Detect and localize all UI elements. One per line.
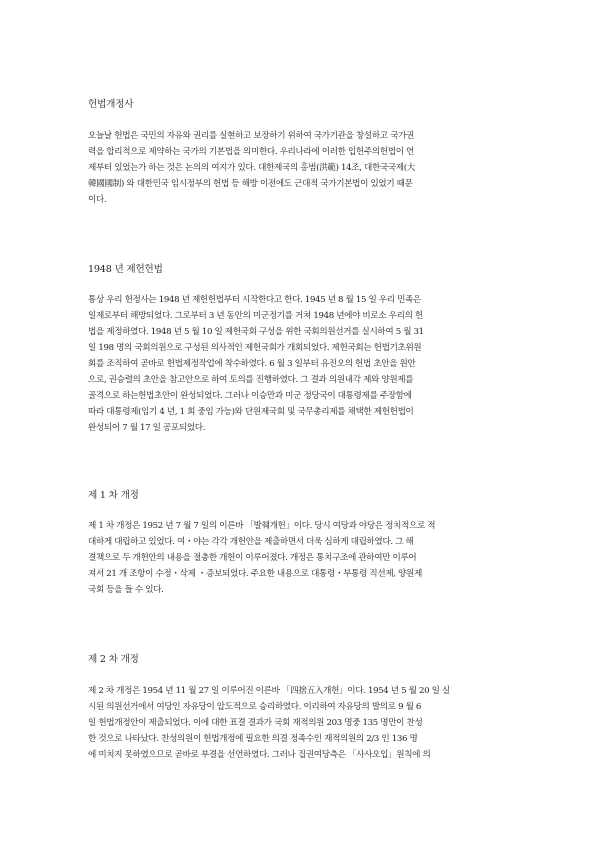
paragraph-line: 제 1 차 개정은 1952 년 7 월 7 일의 이른바 「발췌개헌」이다. 당시 여당과 야당은 정치적으로 적	[88, 521, 436, 531]
paragraph-line: 한 것으로 나타났다. 찬성의원이 헌법개정에 필요한 의결 정족수인 재적의원의 2/3 인 136 명	[88, 734, 418, 744]
paragraph-line: 결책으로 두 개헌안의 내용을 절충한 개헌이 이루어졌다. 개정은 통치구조에 관하여만 이루어	[88, 553, 417, 563]
paragraph-line: 제 2 차 개정은 1954 년 11 월 27 일 이루어진 이른바 「四捨五入개헌」이다. 1954 년 5 월 20 일 실	[88, 686, 450, 696]
paragraph-line: 시된 의원선거에서 여당인 자유당이 압도적으로 승리하였다. 이리하여 자유당의 발의로 9 월 6	[88, 702, 422, 712]
paragraph-line: 대하게 대립하고 있었다. 여・야는 각각 개헌안을 제출하면서 더욱 심하게 대립하였다. 그 해	[88, 537, 414, 547]
section-heading-second-amendment: 제 2 차 개정	[88, 654, 139, 665]
section-paragraph-second-amendment	[88, 683, 508, 763]
section-heading-first-amendment: 제 1 차 개정	[88, 490, 139, 501]
paragraph-line: 통상 우리 헌정사는 1948 년 제헌헌법부터 시작한다고 한다. 1945 년 8 월 15 일 우리 민족은	[88, 295, 421, 305]
paragraph-line: 따라 대통령제(임기 4 년, 1 회 중임 가능)와 단원제국회 및 국무총리제를 채택한 제헌헌법이	[88, 407, 414, 417]
paragraph-line: 오늘날 헌법은 국민의 자유와 권리를 실현하고 보장하기 위하여 국가기관을 창설하고 국가권	[88, 131, 414, 141]
section-paragraph-first-amendment	[88, 518, 508, 598]
paragraph-line: 으로, 권승렬의 초안을 참고안으로 하여 토의를 진행하였다. 그 결과 의원내각 제와 양원제를	[88, 375, 414, 385]
section-paragraph-1948-constitution	[88, 292, 508, 436]
paragraph-line: 韓國國制) 와 대한민국 임시정부의 헌법 등 해방 이전에도 근대적 국가기본법이 있었기 때문	[88, 179, 413, 189]
paragraph-line: 일제로부터 해방되었다. 그로부터 3 년 동안의 미군정기를 거쳐 1948 년에야 비로소 우리의 헌	[88, 311, 423, 321]
section-paragraph-constitution-history	[88, 128, 508, 208]
section-heading-1948-constitution: 1948 년 제헌헌법	[88, 264, 163, 275]
paragraph-line: 국회 등을 들 수 있다.	[88, 585, 164, 595]
paragraph-line: 골격으로 하는헌법초안이 완성되었다. 그러나 이승만과 미군 정당국이 대통령제를 주장함에	[88, 391, 412, 401]
paragraph-line: 이다.	[88, 195, 107, 205]
paragraph-line: 완성되어 7 월 17 일 공포되었다.	[88, 423, 206, 433]
paragraph-line: 제부터 있었는가 하는 것은 논의의 여지가 있다. 대한제국의 홍범(洪範) 14조, 대한국국제(大	[88, 163, 416, 173]
paragraph-line: 에 미치지 못하였으므로 곧바로 부결을 선언하였다. 그러나 집권여당측은 「사사오입」원칙에 의	[88, 750, 431, 760]
paragraph-line: 력을 합리적으로 제약하는 국가의 기본법을 의미한다. 우리나라에 이러한 입헌주의헌법이 언	[88, 147, 414, 157]
paragraph-line: 일 198 명의 국회의원으로 구성된 의사적인 제헌국회가 개회되었다. 제헌국회는 헌법기초위원	[88, 343, 422, 353]
section-heading-constitution-history: 헌법개정사	[88, 99, 134, 110]
paragraph-line: 일 헌법개정안이 제출되었다. 이에 대한 표결 결과가 국회 재적의원 203 명중 135 명만이 찬성	[88, 718, 423, 728]
paragraph-line: 져서 21 개 조항이 수정・삭제 ・증보되었다. 주요한 내용으로 대통령・부통령 직선제, 양원제	[88, 569, 422, 579]
paragraph-line: 법을 제정하였다. 1948 년 5 월 10 일 제헌국회 구성을 위한 국회의원선거를 실시하여 5 월 31	[88, 327, 424, 337]
paragraph-line: 회를 조직하여 곧바로 헌법제정작업에 착수하였다. 6 월 3 일부터 유진오의 헌법 초안을 원안	[88, 359, 416, 369]
